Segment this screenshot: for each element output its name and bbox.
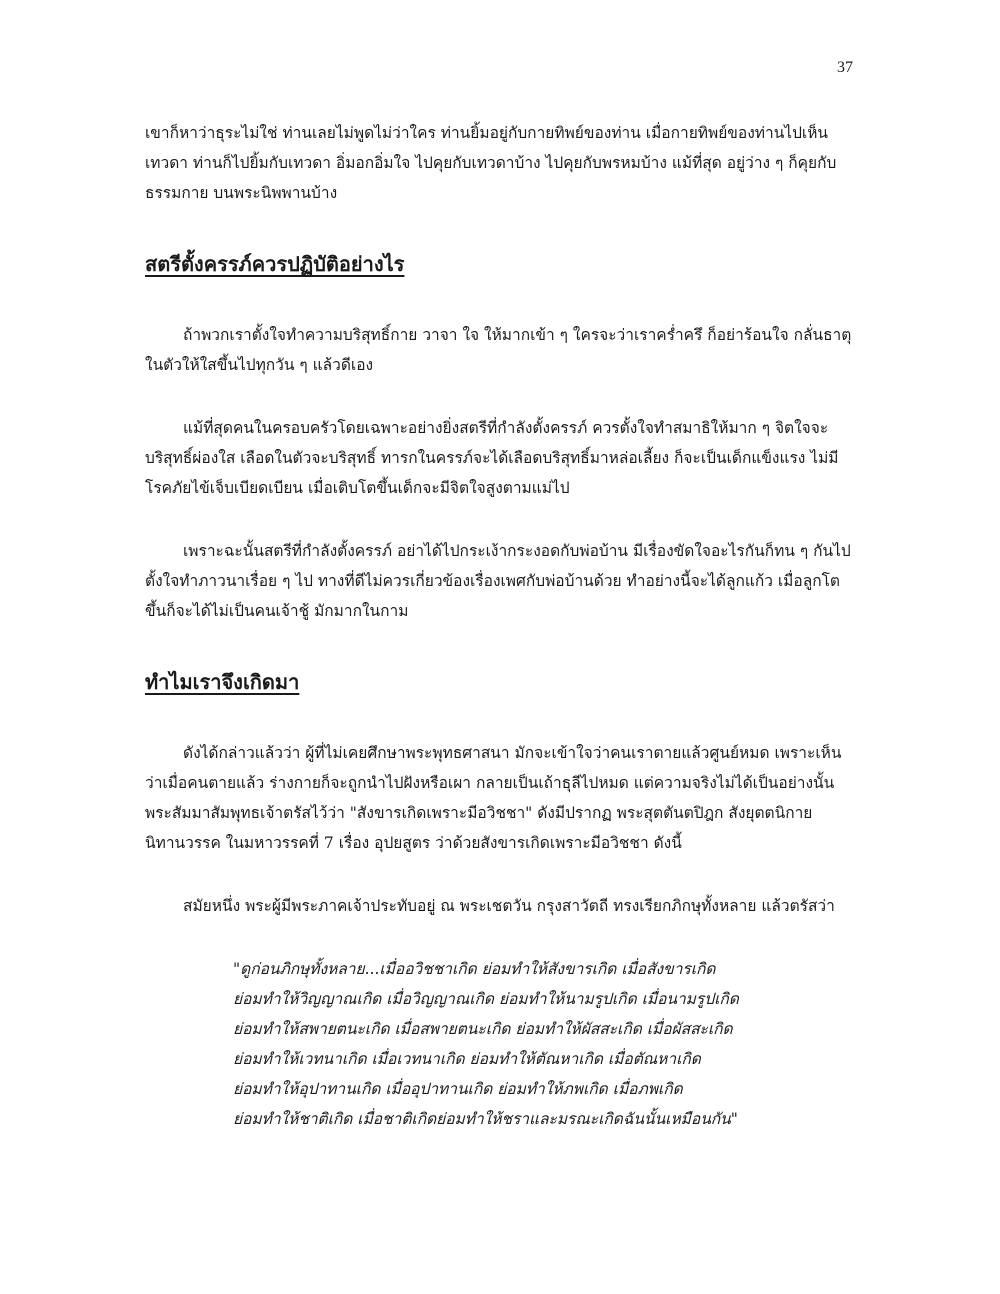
quote-line: ย่อมทำให้วิญญาณเกิด เมื่อวิญญาณเกิด ย่อมทำให้นามรูปเกิด เมื่อนามรูปเกิด bbox=[233, 990, 739, 1008]
paragraph: เพราะฉะนั้นสตรีที่กำลังตั้งครรภ์ อย่าได้ไปกระเง้ากระงอดกับพ่อบ้าน มีเรื่องขัดใจอะไรกันก็ทน ๆ กันไป ตั้งใจทำภาวนาเรื่อย ๆ ไป ทางที่ดีไม่ควรเกี่ยวข้องเรื่องเพศกับพ่อบ้านด้วย ทำอย่างนี้จะได้ลูกแก้ว เมื่อลูกโตขึ้นก็จะได้ไม่เป็นคนเจ้าชู้ มักมากในกาม bbox=[145, 542, 851, 620]
quote-line: ย่อมทำให้เวทนาเกิด เมื่อเวทนาเกิด ย่อมทำให้ตัณหาเกิด เมื่อตัณหาเกิด bbox=[233, 1050, 701, 1068]
sutta-quote bbox=[233, 954, 857, 1134]
section-heading-why-born: ทำไมเราจึงเกิดมา bbox=[145, 670, 300, 694]
paragraph: สมัยหนึ่ง พระผู้มีพระภาคเจ้าประทับอยู่ ณ พระเชตวัน กรุงสาวัตถี ทรงเรียกภิกษุทั้งหลาย แล้วตรัสว่า bbox=[183, 897, 835, 915]
paragraph: ถ้าพวกเราตั้งใจทำความบริสุทธิ์กาย วาจา ใจ ให้มากเข้า ๆ ใครจะว่าเราคร่ำครึ ก็อย่าร้อนใจ กลั่นธาตุในตัวให้ใสขึ้นไปทุกวัน ๆ แล้วดีเอง bbox=[145, 326, 852, 374]
intro-paragraph: เขาก็หาว่าธุระไม่ใช่ ท่านเลยไม่พูดไม่ว่าใคร ท่านยิ้มอยู่กับกายทิพย์ของท่าน เมื่อกายทิพย์ของท่านไปเห็นเทวดา ท่านก็ไปยิ้มกับเทวดา อิ่มอกอิ่มใจ ไปคุยกับเทวดาบ้าง ไปคุยกับพรหมบ้าง แม้ที่สุด อยู่ว่าง ๆ ก็คุยกับธรรมกาย บนพระนิพพานบ้าง bbox=[145, 124, 837, 202]
page-number: 37 bbox=[837, 59, 853, 76]
quote-line: ย่อมทำให้อุปาทานเกิด เมื่ออุปาทานเกิด ย่อมทำให้ภพเกิด เมื่อภพเกิด bbox=[233, 1080, 683, 1098]
section-heading-pregnant-women: สตรีตั้งครรภ์ควรปฏิบัติอย่างไร bbox=[145, 252, 405, 276]
page-content bbox=[145, 118, 857, 1134]
quote-line: "ดูก่อนภิกษุทั้งหลาย...เมื่ออวิชชาเกิด ย่อมทำให้สังขารเกิด เมื่อสังขารเกิด bbox=[233, 960, 716, 978]
paragraph: แม้ที่สุดคนในครอบครัวโดยเฉพาะอย่างยิ่งสตรีที่กำลังตั้งครรภ์ ควรตั้งใจทำสมาธิให้มาก ๆ จิตใจจะบริสุทธิ์ผ่องใส เลือดในตัวจะบริสุทธิ์ ทารกในครรภ์จะได้เลือดบริสุทธิ์มาหล่อเลี้ยง ก็จะเป็นเด็กแข็งแรง ไม่มีโรคภัยไข้เจ็บเบียดเบียน เมื่อเติบโตขึ้นเด็กจะมีจิตใจสูงตามแม่ไป bbox=[145, 419, 839, 497]
paragraph: ดังได้กล่าวแล้วว่า ผู้ที่ไม่เคยศึกษาพระพุทธศาสนา มักจะเข้าใจว่าคนเราตายแล้วศูนย์หมด เพราะเห็นว่าเมื่อคนตายแล้ว ร่างกายก็จะถูกนำไปฝังหรือเผา กลายเป็นเถ้าธุลีไปหมด แต่ความจริงไม่ได้เป็นอย่างนั้น พระสัมมาสัมพุทธเจ้าตรัสไว้ว่า "สังขารเกิดเพราะมีอวิชชา" ดังมีปรากฏ พระสุตตันตปิฎก สังยุตตนิกาย นิทานวรรค ในมหาวรรคที่ 7 เรื่อง อุปยสูตร ว่าด้วยสังขารเกิดเพราะมีอวิชชา ดังนี้ bbox=[145, 744, 842, 852]
quote-line: ย่อมทำให้ชาติเกิด เมื่อชาติเกิดย่อมทำให้ชราและมรณะเกิดฉันนั้นเหมือนกัน" bbox=[233, 1110, 738, 1128]
quote-line: ย่อมทำให้สพายตนะเกิด เมื่อสพายตนะเกิด ย่อมทำให้ผัสสะเกิด เมื่อผัสสะเกิด bbox=[233, 1020, 733, 1038]
